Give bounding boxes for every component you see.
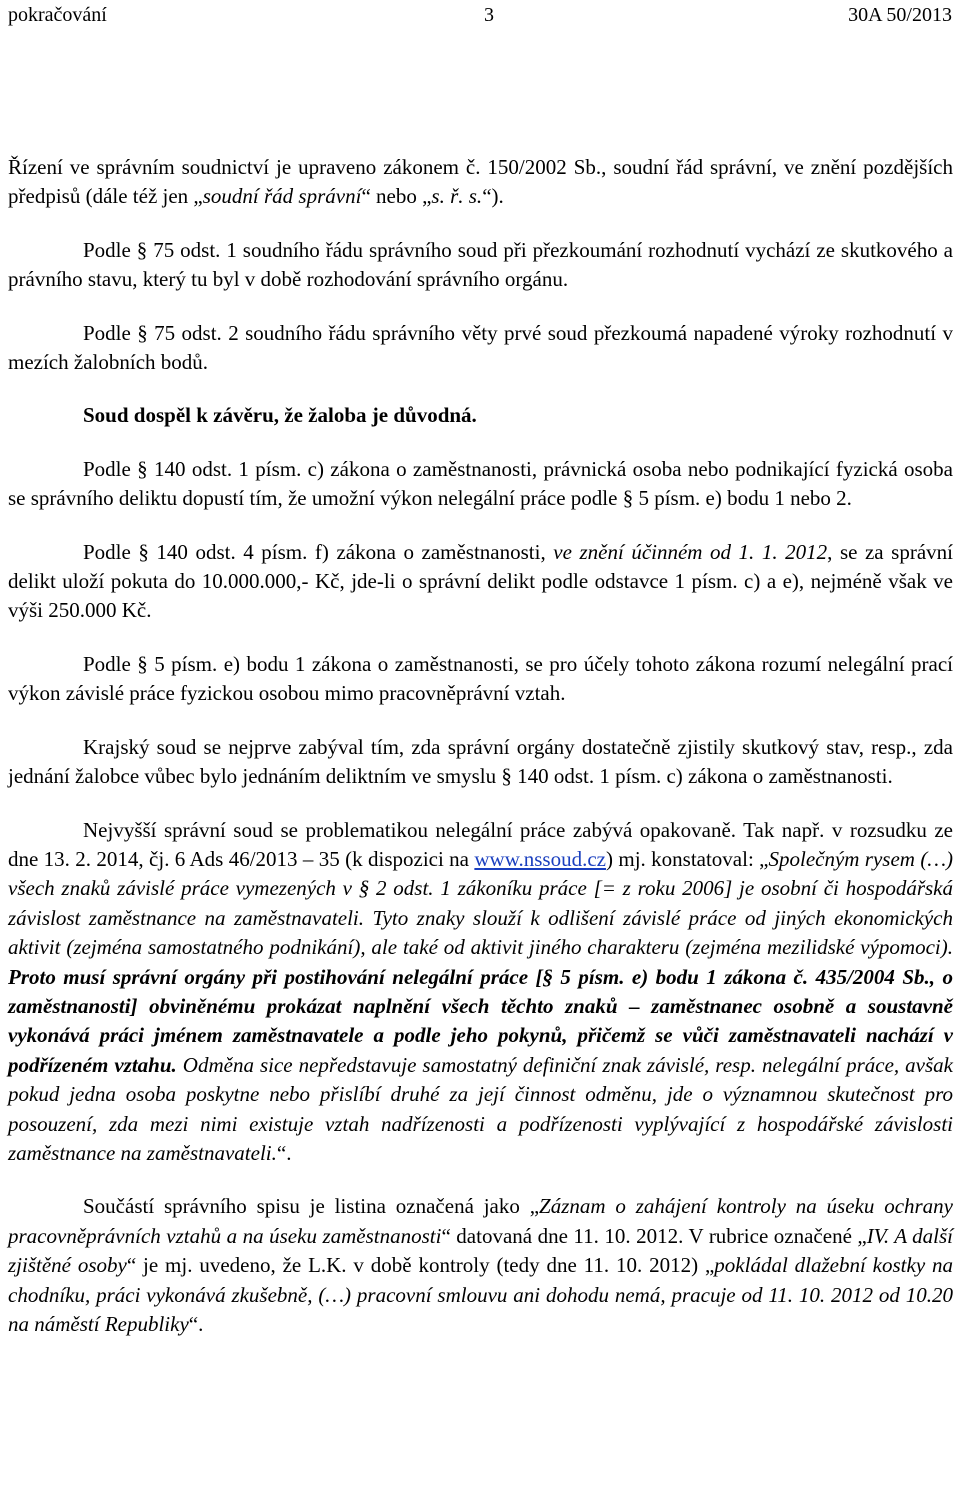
- paragraph-140-4: Podle § 140 odst. 4 písm. f) zákona o zaměstnanosti, ve znění účinném od 1. 1. 2012, se za správní delikt uloží pokuta do 10.000.000,- Kč, jde-li o správní delikt podle odstavce 1 písm. c) a e), nejméně však ve výši 250.000 Kč.: [8, 539, 953, 623]
- paragraph-supreme-court: Nejvyšší správní soud se problematikou nelegální práce zabývá opakovaně. Tak např. v rozsudku ze dne 13. 2. 2014, čj. 6 Ads 46/2013 – 35 (k dispozici na www.nssoud.cz) mj. konstatoval: „Společným rysem (…) všech znaků závislé práce vymezených v § 2 odst. 1 zákoníku práce [= z roku 2006] je osobní či hospodářská závislost zaměstnance na zaměstnavateli. Tyto znaky slouží k odlišení závislé práce od jiných ekonomických aktivit (zejména samostatného podnikání), ale také od aktivit jiného charakteru (zejména mezilidské výpomoci). Proto musí správní orgány při postihování nelegální práce [§ 5 písm. e) bodu 1 zákona č. 435/2004 Sb., o zaměstnanosti] obviněnému prokázat naplnění všech těchto znaků – zaměstnanec osobně a soustavně vykonává práci jménem zaměstnavatele a podle jeho pokynů, přičemž se vůči zaměstnavateli nachází v podřízeném vztahu. Odměna sice nepředstavuje samostatný definiční znak závislé, resp. nelegální práce, avšak pokud jedna osoba poskytne nebo přislíbí druhé za její činnost odměnu, jde o významnou skutečnost pro posouzení, zda mezi nimi existuje vztah nadřízenosti a podřízenosti vyplývající z hospodářské závislosti zaměstnance na zaměstnavateli.“.: [8, 817, 953, 1165]
- header-continuation-label: pokračování: [8, 4, 107, 26]
- page-header: [8, 2, 952, 28]
- paragraph-court-procedure: Řízení ve správním soudnictví je upraveno zákonem č. 150/2002 Sb., soudní řád správní, ve znění pozdějších předpisů (dále též jen „soudní řád správní“ nebo „s. ř. s.“).: [8, 155, 953, 209]
- document-body: [8, 153, 953, 1339]
- paragraph-75-1: Podle § 75 odst. 1 soudního řádu správního soud při přezkoumání rozhodnutí vychází ze skutkového a právního stavu, který tu byl v době rozhodování správního orgánu.: [8, 237, 953, 292]
- header-page-number: 3: [484, 4, 494, 26]
- nssoud-link[interactable]: www.nssoud.cz: [474, 846, 606, 871]
- paragraph-75-2: Podle § 75 odst. 2 soudního řádu správního věty prvé soud přezkoumá napadené výroky rozhodnutí v mezích žalobních bodů.: [8, 320, 953, 375]
- paragraph-140-1: Podle § 140 odst. 1 písm. c) zákona o zaměstnanosti, právnická osoba nebo podnikající fyzická osoba se správního deliktu dopustí tím, že umožní výkon nelegální práce podle § 5 písm. e) bodu 1 nebo 2.: [8, 456, 953, 511]
- paragraph-regional-court: Krajský soud se nejprve zabýval tím, zda správní orgány dostatečně zjistily skutkový stav, resp., zda jednání žalobce vůbec bylo jednáním deliktním ve smyslu § 140 odst. 1 písm. c) zákona o zaměstnanosti.: [8, 734, 953, 789]
- paragraph-conclusion: Soud dospěl k závěru, že žaloba je důvodná.: [83, 403, 477, 428]
- paragraph-inspection-record: Součástí správního spisu je listina označená jako „Záznam o zahájení kontroly na úseku ochrany pracovněprávních vztahů a na úseku zaměstnanosti“ datovaná dne 11. 10. 2012. V rubrice označené „IV. A další zjištěné osoby“ je mj. uvedeno, že L.K. v době kontroly (tedy dne 11. 10. 2012) „pokládal dlažební kostky na chodníku, práci vykonává zkušebně, (…) pracovní smlouvu ani dohodu nemá, pracuje od 11. 10. 2012 od 10.20 na náměstí Republiky“.: [8, 1194, 954, 1336]
- header-case-number: 30A 50/2013: [848, 4, 952, 26]
- paragraph-5e: Podle § 5 písm. e) bodu 1 zákona o zaměstnanosti, se pro účely tohoto zákona rozumí nelegální prací výkon závislé práce fyzickou osobou mimo pracovněprávní vztah.: [8, 651, 953, 706]
